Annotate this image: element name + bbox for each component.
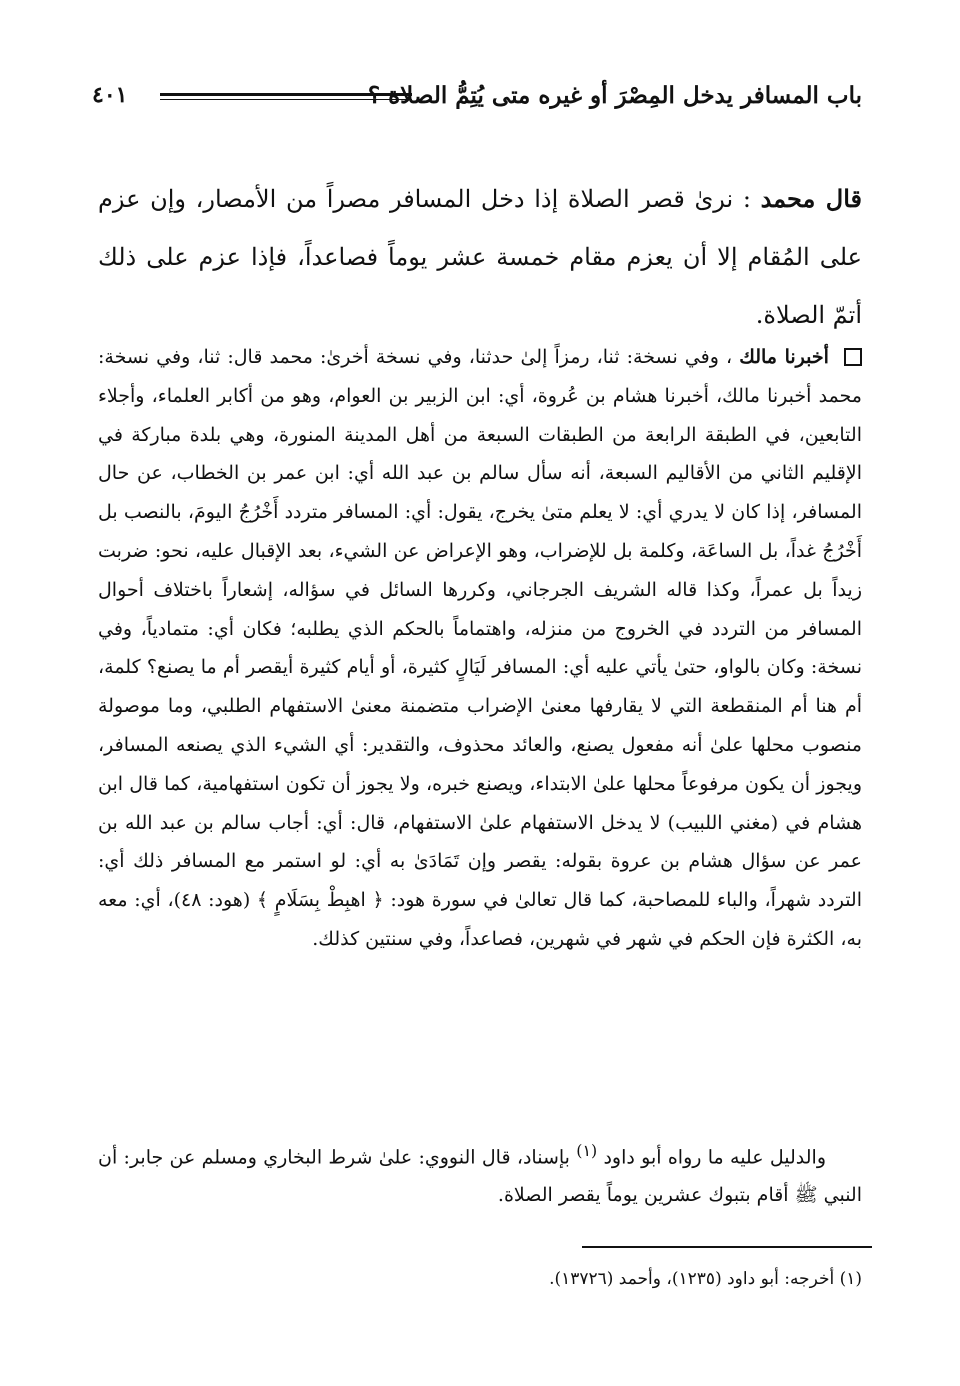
- header-rule: [160, 93, 412, 100]
- commentary-body: ، وفي نسخة: ثنا، رمزاً إلىٰ حدثنا، وفي نسخة أخرىٰ: محمد قال: ثنا، وفي نسخة: محمد أخبرنا مالك، أخبرنا هشام بن عُروة، أي: ابن الزبير بن العوام، وهو من أكابر العلماء، وأجلاء التابعين، في الطبقة الرابعة من الطبقات السبعة من أهل المدينة المنورة، وهي بلدة مباركة في الإقليم الثاني من الأقاليم السبعة، أنه سأل سالم بن عبد الله أي: ابن عمر بن الخطاب، عن حال المسافر، إذا كان لا يدري أي: لا يعلم متىٰ يخرج، يقول: أي: المسافر متردد أَخْرُجُ اليومَ، بالنصب بل أَخْرُجُ غداً، بل الساعَة، وكلمة بل للإضراب، وهو الإعراض عن الشيء، بعد الإقبال عليه، نحو: ضربت زيداً بل عمراً، وكذا قاله الشريف الجرجاني، وكررها السائل في سؤاله، إشعاراً باختلاف أحوال المسافر من التردد في الخروج من منزله، واهتماماً بالحكم الذي يطلبه؛ فكان أي: متمادياً، وفي نسخة: وكان بالواو، حتىٰ يأتي عليه أي: المسافر لَيَالٍ كثيرة، أو أيام كثيرة أيقصر أم ما يصنع؟ كلمة، أم هنا أم المنقطعة التي لا يقارفها معنىٰ الإضراب متضمنة معنىٰ الاستفهام الطلبي، وما موصولة منصوب محلها علىٰ أنه مفعول يصنع، والعائد محذوف، والتقدير: أي الشيء الذي يصنعه المسافر، ويجوز أن يكون مرفوعاً محلها علىٰ الابتداء، ويصنع خبره، ولا يجوز أن تكون استفهامية، كما قال ابن هشام في (مغني اللبيب) لا يدخل الاستفهام علىٰ الاستفهام، قال: أي: أجاب سالم بن عبد الله بن عمر عن سؤال هشام بن عروة بقوله: يقصر وإن تَمَادَىٰ به أي: لو استمر مع المسافر ذلك أي: التردد شهراً، والباء للمصاحبة، كما قال تعالىٰ في سورة هود: ﴿ اهبِطْ بِسَلَامٍ ﴾ (هود: ٤٨)، أي: معه به، الكثرة فإن الحكم في شهر في شهرين، فصاعداً، وفي سنتين كذلك.: [98, 346, 862, 950]
- footnote: (١) أخرجه: أبو داود (١٢٣٥)، وأحمد (١٣٧٢٦).: [549, 1269, 862, 1289]
- footnote-reference: (١): [576, 1141, 598, 1160]
- square-icon: [844, 348, 862, 366]
- conclusion-paragraph: [98, 1132, 862, 1214]
- running-head: باب المسافر يدخل المِصْرَ أو غيره متى يُتِمُّ الصلاة ؟: [367, 82, 862, 109]
- commentary: [98, 338, 862, 959]
- conclusion-text-end: بإسناد، قال النووي: علىٰ شرط البخاري ومسلم عن جابر: أن النبي ﷺ أقام بتبوك عشرين يوماً يقصر الصلاة.: [98, 1146, 862, 1207]
- commentary-lead: أخبرنا مالك: [739, 346, 829, 368]
- footnote-separator: [582, 1246, 872, 1248]
- conclusion-text-start: والدليل عليه ما رواه أبو داود: [603, 1146, 826, 1169]
- page-header: [92, 78, 862, 118]
- main-text: [98, 170, 862, 344]
- page-number: ٤٠١: [92, 82, 128, 108]
- main-text-lead: قال محمد: [760, 184, 862, 213]
- main-text-body: : نرىٰ قصر الصلاة إذا دخل المسافر مصراً من الأمصار، وإن عزم على المُقام إلا أن يعزم مقام خمسة عشر يوماً فصاعداً، فإذا عزم على ذلك أتمّ الصلاة.: [98, 185, 862, 329]
